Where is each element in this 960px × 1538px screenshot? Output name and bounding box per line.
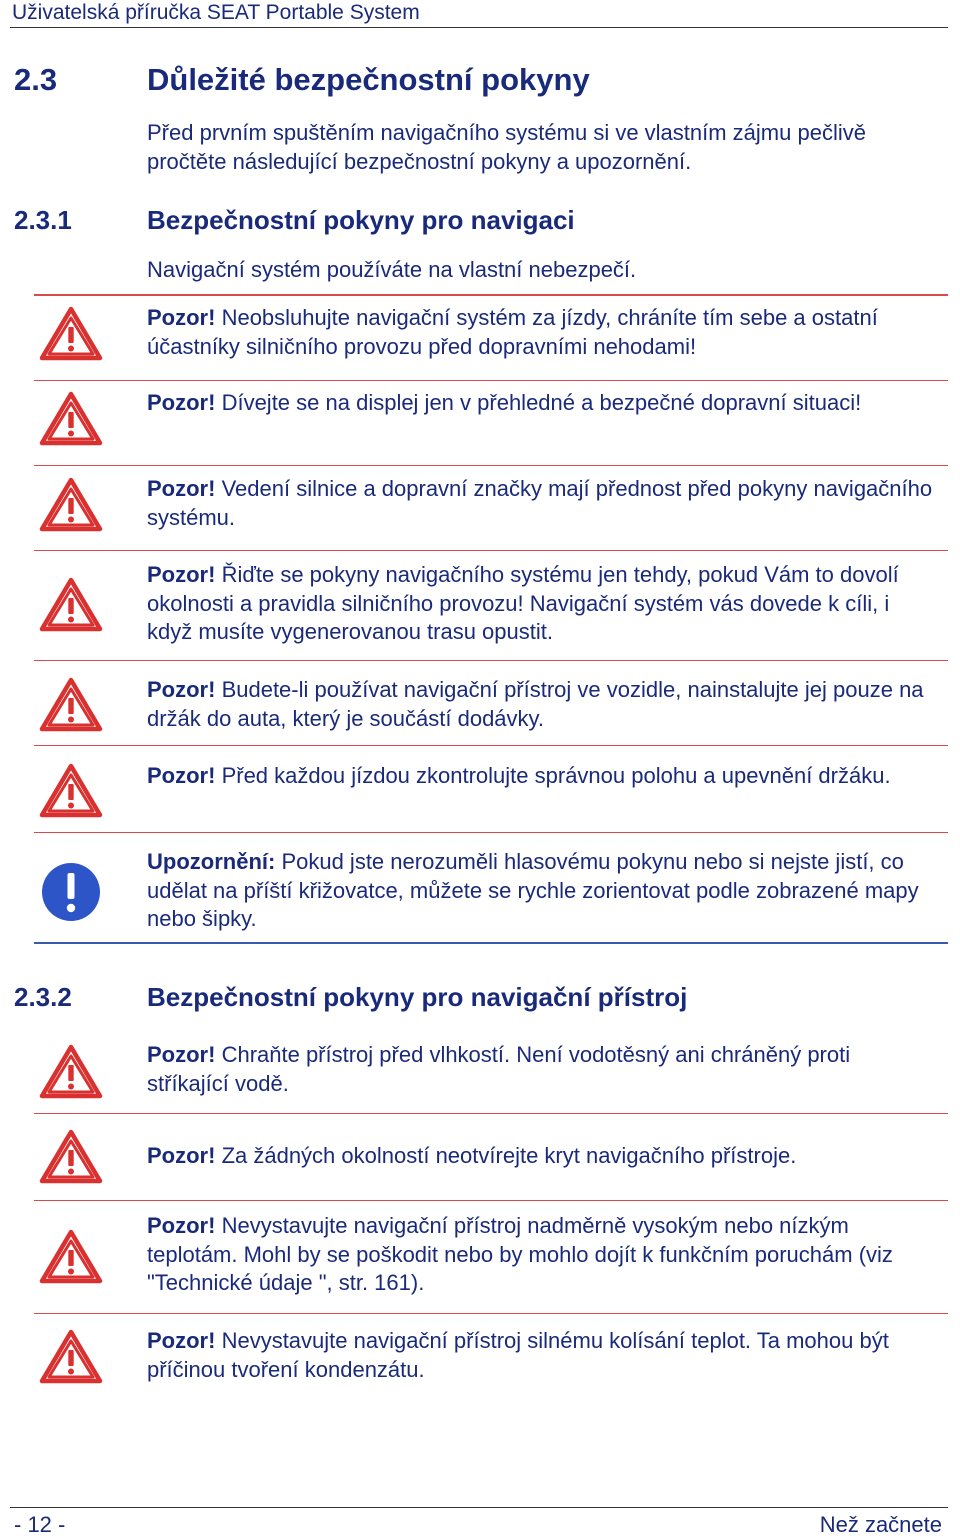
running-header: Uživatelská příručka SEAT Portable System [12,1,420,24]
sub1-note-body: Neobsluhujte navigační systém za jízdy, chráníte tím sebe a ostatní účastníky silničního provozu před dopravními nehodami! [147,305,878,359]
subsection-2-number: 2.3.2 [14,982,72,1012]
sub1-note-text [147,475,937,532]
sub1-divider [34,550,948,551]
sub1-note-text [147,304,937,361]
warning-triangle-icon [39,305,103,361]
sub2-divider [34,1113,948,1114]
sub2-note-body: Za žádných okolností neotvírejte kryt navigačního přístroje. [215,1143,797,1168]
sub1-note-text [147,848,937,934]
warning-triangle-icon [39,762,103,818]
sub2-divider [34,1200,948,1201]
sub2-note-body: Nevystavujte navigační přístroj silnému kolísání teplot. Ta mohou být příčinou tvoření kondenzátu. [147,1328,889,1382]
warning-triangle-icon [39,676,103,732]
sub1-divider [34,465,948,466]
warning-triangle-icon [39,390,103,446]
subsection-2-title: Bezpečnostní pokyny pro navigační přístroj [147,982,688,1012]
sub2-note-text [147,1327,937,1384]
page-number: - 12 - [14,1512,66,1537]
subsection-1-intro: Navigační systém používáte na vlastní nebezpečí. [147,257,637,282]
sub1-note-body: Před každou jízdou zkontrolujte správnou polohu a upevnění držáku. [215,763,891,788]
subsection-1-number: 2.3.1 [14,205,72,235]
sub1-divider [34,380,948,381]
sub1-note-text [147,676,937,733]
sub2-divider [34,1313,948,1314]
sub1-note-body: Vedení silnice a dopravní značky mají přednost před pokyny navigačního systému. [147,476,933,530]
sub1-note-body: Pokud jste nerozuměli hlasovému pokynu nebo si nejste jistí, co udělat na příští křižovatce, můžete se rychle zorientovat podle zobrazené mapy nebo šipky. [147,849,919,931]
sub2-note-text [147,1142,937,1171]
warning-triangle-icon [39,576,103,632]
sub2-note-body: Chraňte přístroj před vlhkostí. Není vodotěsný ani chráněný proti stříkající vodě. [147,1042,851,1096]
sub1-note-text [147,762,937,791]
sub1-note-label: Pozor! [147,562,216,587]
sub2-note-text [147,1212,937,1298]
warning-triangle-icon [39,1328,103,1384]
sub1-info-divider [34,942,948,944]
sub1-note-label: Pozor! [147,390,216,415]
sub1-note-text [147,389,937,418]
header-rule [10,27,948,28]
warning-triangle-icon [39,1043,103,1099]
sub1-divider [34,660,948,661]
sub1-note-label: Pozor! [147,305,216,330]
sub1-divider [34,832,948,833]
sub2-note-body: Nevystavujte navigační přístroj nadměrně vysokým nebo nízkým teplotám. Mohl by se poškodit nebo by mohlo dojít k funkčním poruchám (viz "Technické údaje ", str. 161). [147,1213,893,1295]
sub2-note-label: Pozor! [147,1328,216,1353]
sub2-note-label: Pozor! [147,1143,216,1168]
sub1-note-label: Pozor! [147,677,216,702]
sub1-divider [34,294,948,296]
sub2-note-label: Pozor! [147,1213,216,1238]
chapter-name: Než začnete [819,1512,942,1537]
warning-triangle-icon [39,1128,103,1184]
sub2-note-text [147,1041,937,1098]
sub1-note-label: Pozor! [147,763,216,788]
sub1-note-label: Pozor! [147,476,216,501]
warning-triangle-icon [39,1228,103,1284]
warning-triangle-icon [39,476,103,532]
section-number: 2.3 [14,62,58,97]
sub1-note-body: Dívejte se na displej jen v přehledné a bezpečné dopravní situaci! [215,390,862,415]
sub1-note-body: Budete-li používat navigační přístroj ve vozidle, nainstalujte jej pouze na držák do auta, který je součástí dodávky. [147,677,924,731]
info-exclamation-icon [39,862,103,918]
sub1-divider [34,745,948,746]
sub1-note-text [147,561,937,647]
footer-rule [10,1507,948,1508]
sub1-note-body: Řiďte se pokyny navigačního systému jen tehdy, pokud Vám to dovolí okolnosti a pravidla silničního provozu! Navigační systém vás dovede k cíli, i když musíte vygenerovanou trasu opustit. [147,562,899,644]
section-title: Důležité bezpečnostní pokyny [147,62,590,97]
section-intro: Před prvním spuštěním navigačního systému si ve vlastním zájmu pečlivě pročtěte následující bezpečnostní pokyny a upozornění. [147,120,866,174]
sub1-note-label: Upozornění: [147,849,276,874]
sub2-note-label: Pozor! [147,1042,216,1067]
subsection-1-title: Bezpečnostní pokyny pro navigaci [147,205,575,235]
